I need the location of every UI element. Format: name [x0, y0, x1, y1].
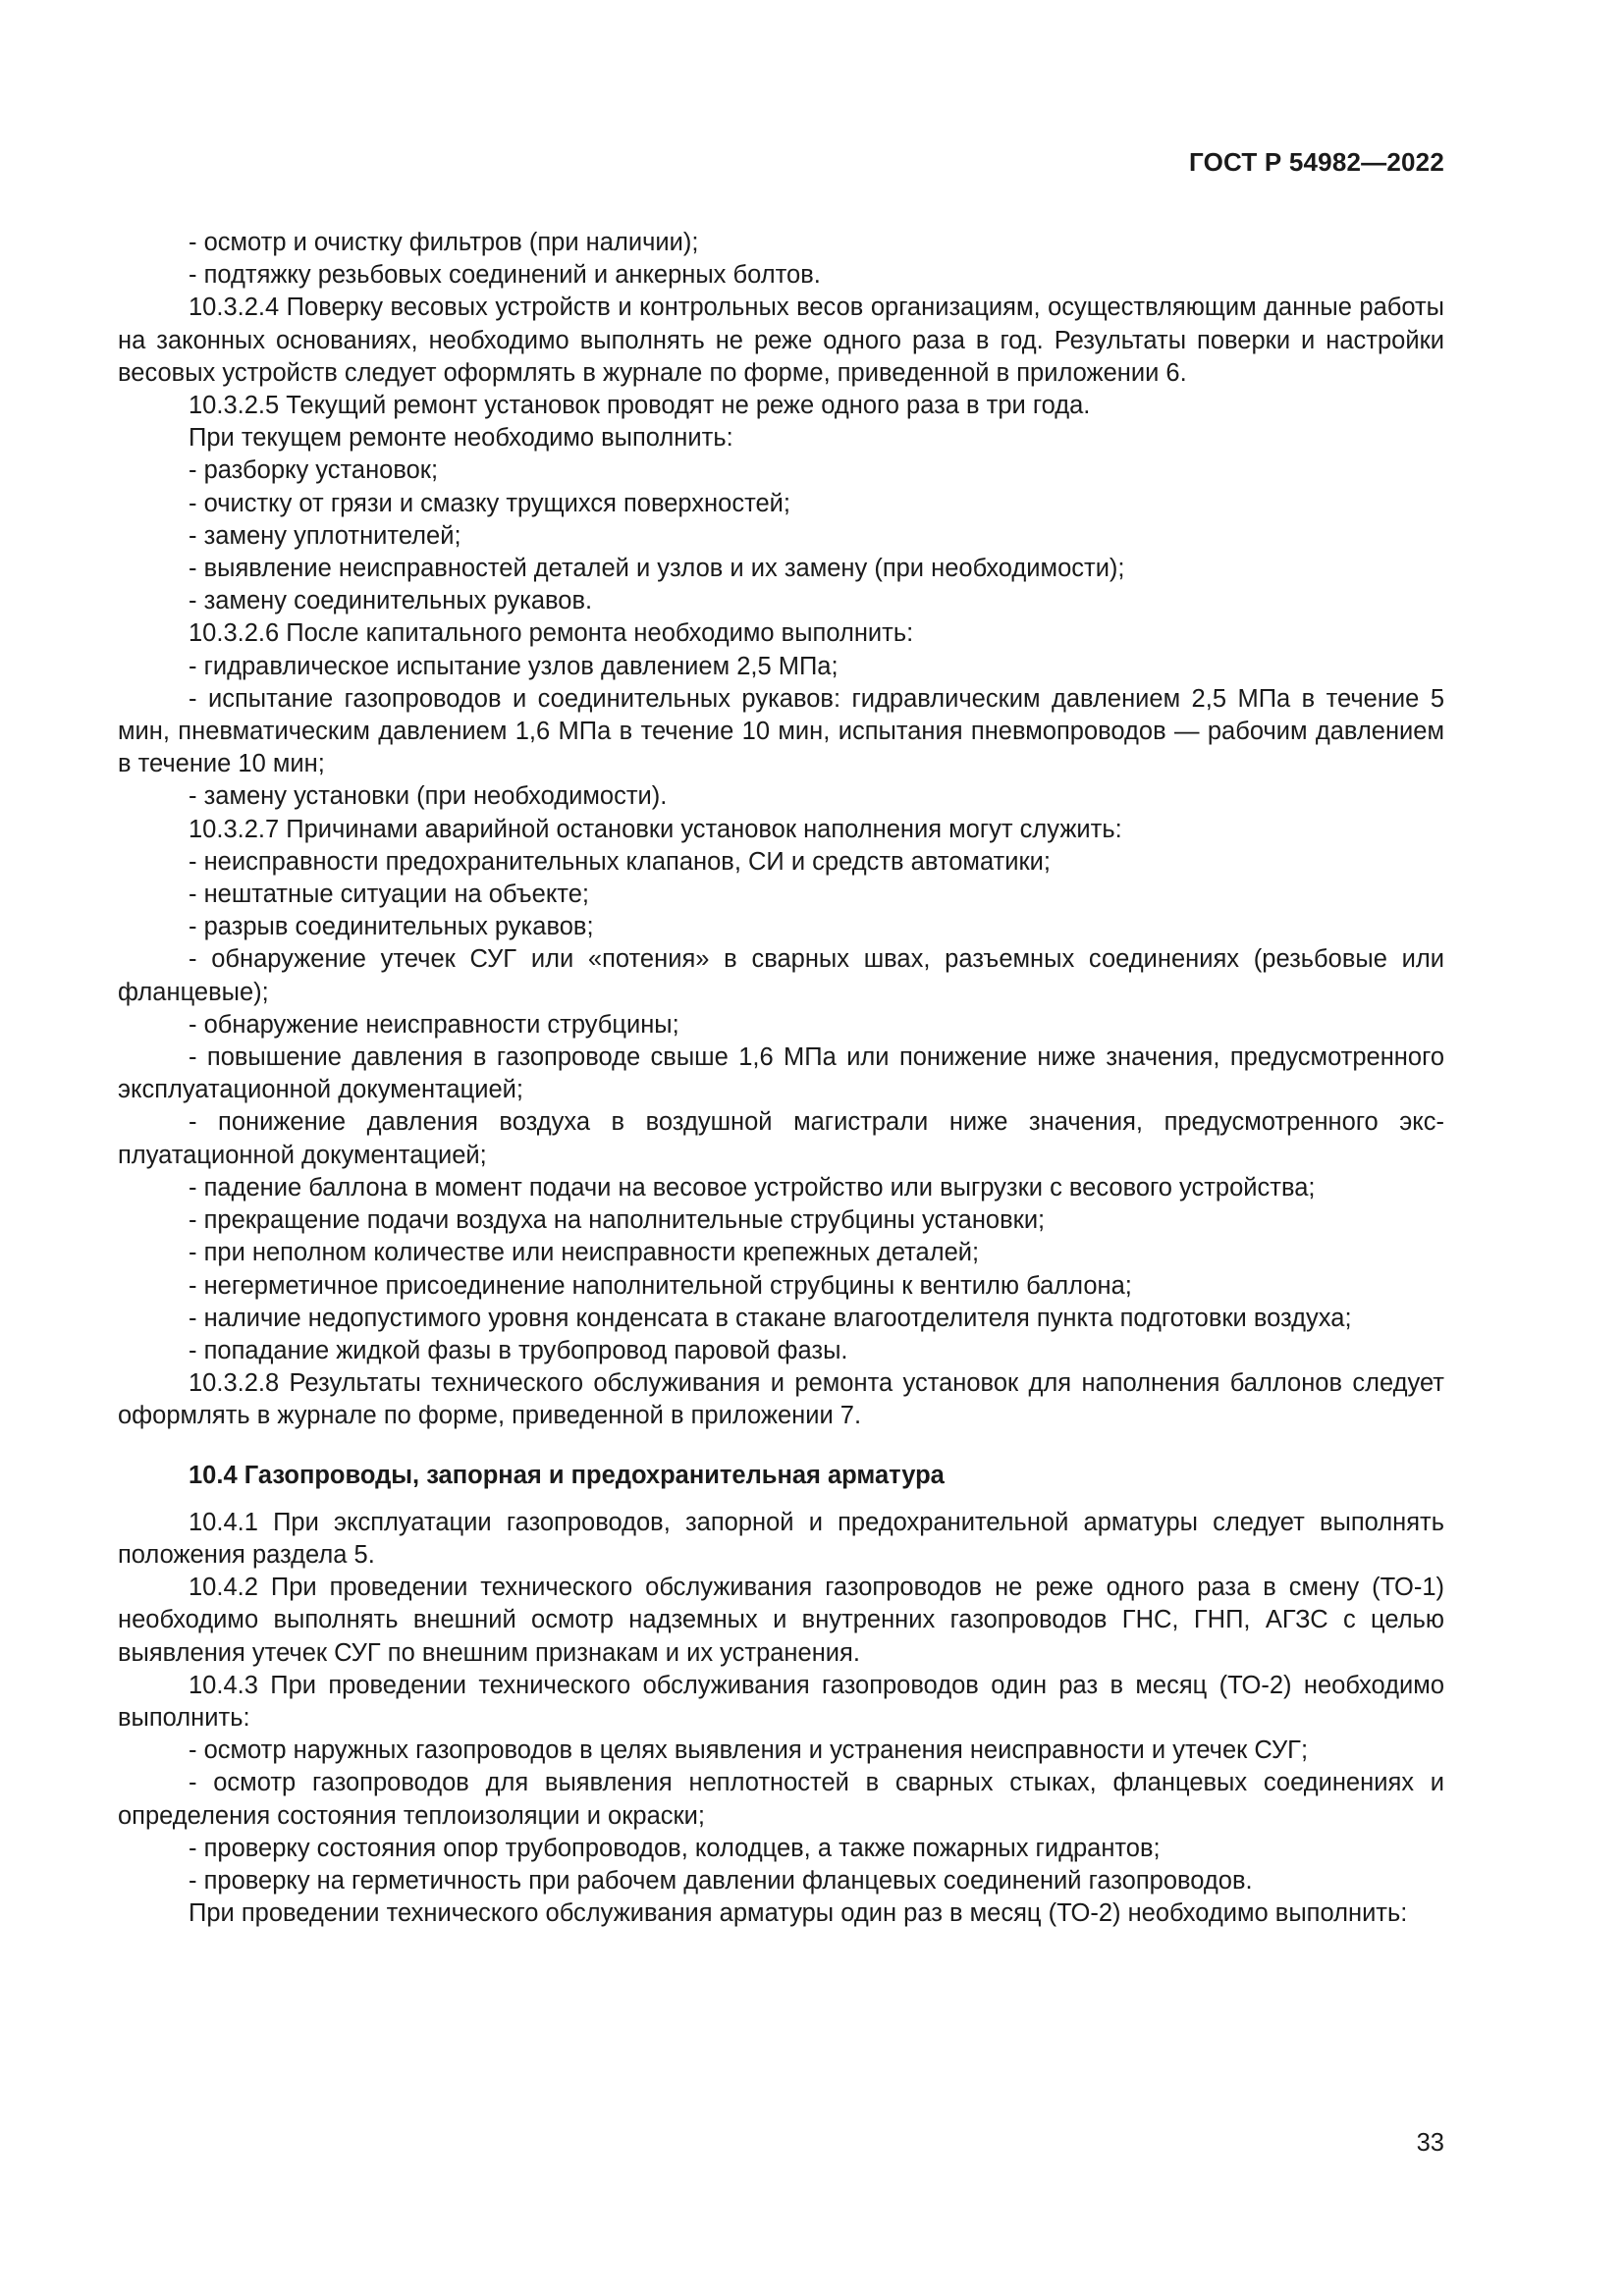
paragraph: - наличие недопустимого уровня конденсата в стакане влагоотделителя пункта подготовки воздуха; [189, 1304, 1352, 1332]
paragraph: - гидравлическое испытание узлов давлением 2,5 МПа; [189, 652, 839, 680]
paragraph: - проверку состояния опор трубопроводов, колодцев, а также пожарных гидрантов; [189, 1834, 1161, 1862]
paragraph: - проверку на герметичность при рабочем давлении фланцевых соединений газопроводов. [189, 1866, 1253, 1895]
paragraph: 10.4.3 При проведении технического обслуживания газопроводов один раз в месяц (ТО-2) необходимо выполнить: [118, 1671, 1444, 1732]
paragraph: - повышение давления в газопроводе свыше 1,6 МПа или понижение ниже значения, предусмотренного эксплуатационной документацией; [118, 1043, 1444, 1104]
paragraph: - при неполном количестве или неисправности крепежных деталей; [189, 1239, 980, 1267]
paragraph: 10.3.2.4 Поверку весовых устройств и контрольных весов организациям, осуществляющим данные работы на законных основаниях, необходимо выполнять не реже одного раза в год. Результаты поверки и настройки весовых устройств следует оформлять в журнале по форме, приведенной в приложении 6. [118, 294, 1444, 387]
paragraph: - замену установки (при необходимости). [189, 782, 668, 811]
paragraph: - подтяжку резьбовых соединений и анкерных болтов. [189, 261, 821, 290]
paragraph: - попадание жидкой фазы в трубопровод паровой фазы. [189, 1336, 848, 1364]
document-body [118, 227, 1444, 1930]
paragraph: - осмотр газопроводов для выявления неплотностей в сварных стыках, фланцевых соединениях и определения состояния теплоизоляции и окраски; [118, 1769, 1444, 1830]
paragraph: - нештатные ситуации на объекте; [189, 881, 589, 909]
paragraph: 10.3.2.8 Результаты технического обслуживания и ремонта установок для наполнения баллонов следует оформлять в журнале по форме, приведенной в приложении 7. [118, 1369, 1444, 1430]
paragraph: - выявление неисправностей деталей и узлов и их замену (при необходимости); [189, 555, 1125, 583]
paragraph-group-b [118, 1507, 1444, 1931]
paragraph: - осмотр наружных газопроводов в целях выявления и устранения неисправности и утечек СУГ; [189, 1736, 1309, 1765]
document-code-header: ГОСТ Р 54982—2022 [1189, 147, 1444, 177]
paragraph: - обнаружение утечек СУГ или «потения» в сварных швах, разъемных соединениях (резьбовые или фланцевые); [118, 945, 1444, 1006]
paragraph: - испытание газопроводов и соединительных рукавов: гидравлическим давлением 2,5 МПа в течение 5 мин, пневматическим давлением 1,6 МПа в течение 10 мин, испытания пневмопроводов — рабочим давлением в течение 10 мин; [118, 684, 1444, 778]
paragraph: - замену уплотнителей; [189, 521, 461, 550]
paragraph: - падение баллона в момент подачи на весовое устройство или выгрузки с весового устройства; [189, 1173, 1316, 1201]
paragraph: - прекращение подачи воздуха на наполнительные струбцины установки; [189, 1206, 1046, 1235]
paragraph: - понижение давления воздуха в воздушной магистрали ниже значения, предусмотренного эксплуатационной документацией; [118, 1108, 1444, 1169]
paragraph: 10.3.2.7 Причинами аварийной остановки установок наполнения могут служить: [189, 815, 1122, 843]
paragraph: - очистку от грязи и смазку трущихся поверхностей; [189, 489, 790, 517]
paragraph: 10.3.2.6 После капитального ремонта необходимо выполнить: [189, 619, 914, 648]
paragraph: - разборку установок; [189, 456, 439, 485]
paragraph: - негерметичное присоединение наполнительной струбцины к вентилю баллона; [189, 1271, 1132, 1300]
paragraph: 10.4.1 При эксплуатации газопроводов, запорной и предохранительной арматуры следует выполнять положения раздела 5. [118, 1508, 1444, 1569]
paragraph: - неисправности предохранительных клапанов, СИ и средств автоматики; [189, 847, 1051, 876]
paragraph-group-a [118, 227, 1444, 1433]
page-number: 33 [1416, 2129, 1444, 2157]
paragraph: - осмотр и очистку фильтров (при наличии); [189, 229, 699, 256]
paragraph: - обнаружение неисправности струбцины; [189, 1010, 679, 1039]
paragraph: - замену соединительных рукавов. [189, 587, 593, 615]
paragraph: - разрыв соединительных рукавов; [189, 913, 594, 941]
paragraph: При текущем ремонте необходимо выполнить: [189, 424, 733, 453]
section-heading: 10.4 Газопроводы, запорная и предохранительная арматура [189, 1461, 945, 1489]
paragraph: 10.3.2.5 Текущий ремонт установок проводят не реже одного раза в три года. [189, 392, 1091, 420]
paragraph: При проведении технического обслуживания арматуры один раз в месяц (ТО-2) необходимо выполнить: [189, 1899, 1408, 1928]
paragraph: 10.4.2 При проведении технического обслуживания газопроводов не реже одного раза в смену (ТО-1) необходимо выполнять внешний осмотр надземных и внутренних газопроводов ГНС, ГНП, АГЗС с целью выявления утечек СУГ по внешним признакам и их устранения. [118, 1574, 1444, 1667]
